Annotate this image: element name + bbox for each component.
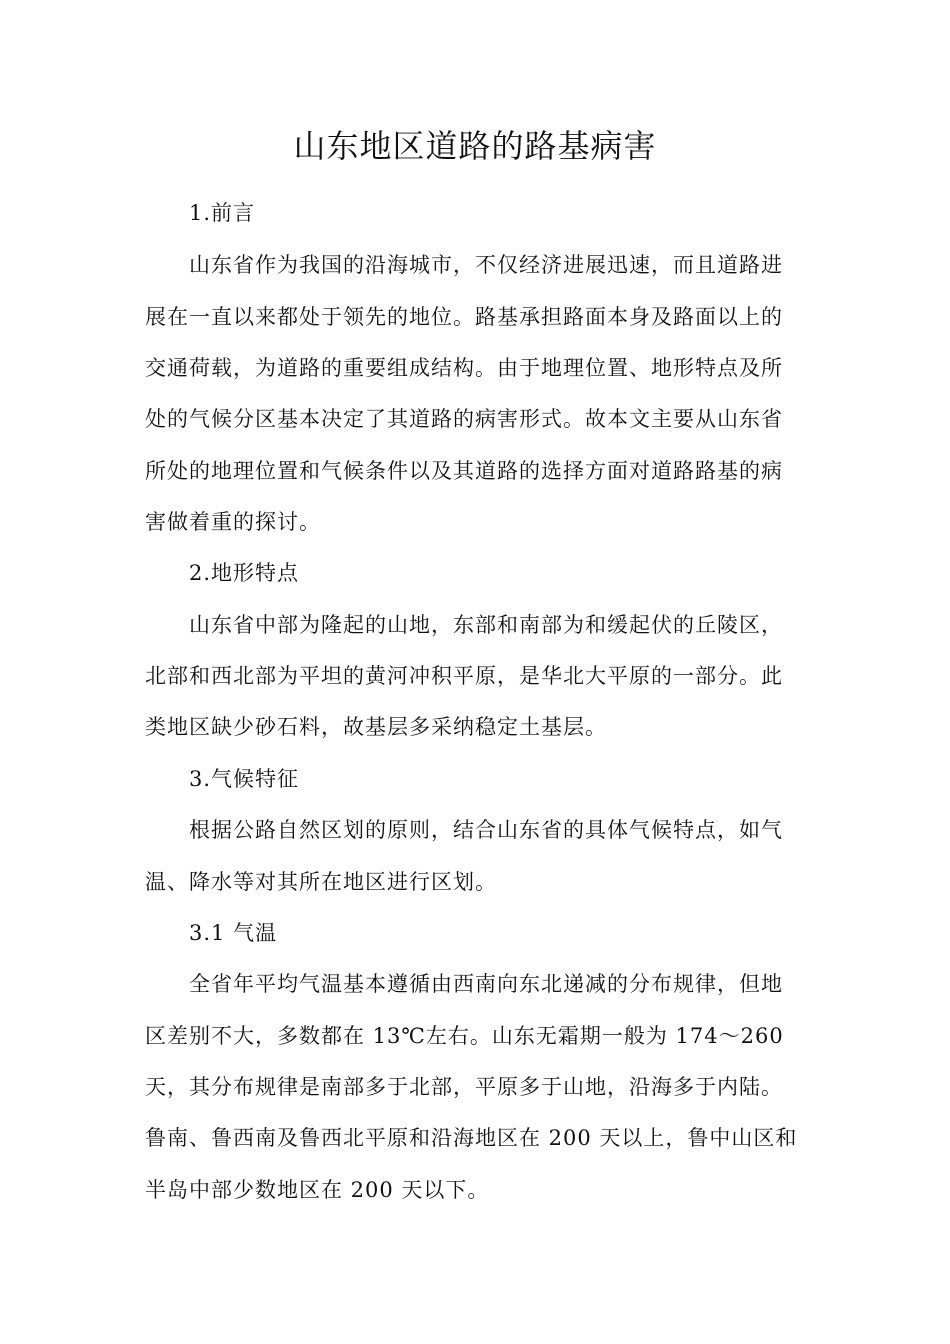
paragraph-line: 根据公路自然区划的原则，结合山东省的具体气候特点，如气 — [189, 818, 783, 842]
paragraph-line: 害做着重的探讨。 — [145, 510, 321, 534]
paragraph-line: 类地区缺少砂石料，故基层多采纳稳定土基层。 — [145, 715, 607, 739]
paragraph-line: 北部和西北部为平坦的黄河冲积平原，是华北大平原的一部分。此 — [145, 664, 783, 688]
paragraph-line: 处的气候分区基本决定了其道路的病害形式。故本文主要从山东省 — [145, 407, 783, 431]
paragraph-line: 全省年平均气温基本遵循由西南向东北递减的分布规律，但地 — [189, 972, 783, 996]
section-heading-preface: 1.前言 — [189, 201, 256, 225]
paragraph-line: 山东省作为我国的沿海城市，不仅经济进展迅速，而且道路进 — [189, 253, 783, 277]
document-title: 山东地区道路的路基病害 — [293, 127, 657, 165]
paragraph-line: 山东省中部为隆起的山地，东部和南部为和缓起伏的丘陵区， — [189, 613, 783, 637]
section-heading-terrain: 2.地形特点 — [189, 561, 300, 585]
paragraph-line: 区差别不大，多数都在 13℃左右。山东无霜期一般为 174～260 — [145, 1024, 784, 1048]
paragraph-line: 天，其分布规律是南部多于北部，平原多于山地，沿海多于内陆。 — [145, 1075, 783, 1099]
section-heading-climate: 3.气候特征 — [189, 767, 300, 791]
section-heading-temperature: 3.1 气温 — [189, 921, 278, 945]
paragraph-line: 交通荷载，为道路的重要组成结构。由于地理位置、地形特点及所 — [145, 356, 783, 380]
paragraph-line: 所处的地理位置和气候条件以及其道路的选择方面对道路路基的病 — [145, 459, 783, 483]
paragraph-line: 温、降水等对其所在地区进行区划。 — [145, 870, 497, 894]
paragraph-line: 半岛中部少数地区在 200 天以下。 — [145, 1178, 490, 1202]
paragraph-line: 鲁南、鲁西南及鲁西北平原和沿海地区在 200 天以上，鲁中山区和 — [145, 1126, 798, 1150]
paragraph-line: 展在一直以来都处于领先的地位。路基承担路面本身及路面以上的 — [145, 305, 783, 329]
